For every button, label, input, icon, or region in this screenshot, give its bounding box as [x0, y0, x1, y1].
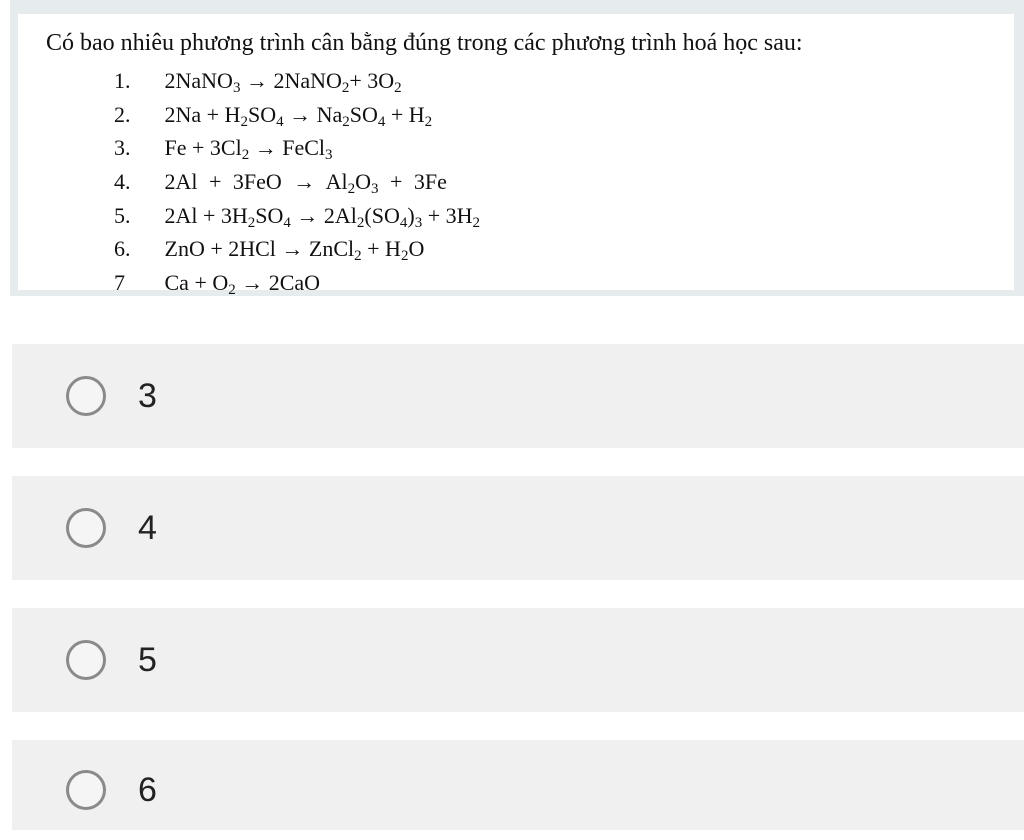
radio-button-icon[interactable]: [66, 376, 106, 416]
equation-1: [114, 64, 480, 98]
equation-2: [114, 98, 480, 132]
radio-button-icon[interactable]: [66, 770, 106, 810]
answer-option-3[interactable]: [12, 608, 1024, 712]
radio-button-icon[interactable]: [66, 640, 106, 680]
question-card: [18, 14, 1014, 299]
equation-formula: $Ca + O_2 \to 2CaO$: [164, 270, 321, 299]
equation-number: 3.: [114, 135, 131, 161]
equation-number: 6.: [114, 236, 131, 262]
option-label: 6: [138, 771, 157, 809]
equation-formula: $2Al + 3FeO \to Al_2O_3 + 3Fe$: [164, 169, 447, 198]
equation-7: [114, 266, 480, 300]
equation-formula: $2Na + H_2SO_4 \to Na_2SO_4 + H_2$: [164, 101, 433, 130]
option-label: 4: [138, 509, 157, 547]
equation-number: 1.: [114, 68, 131, 93]
equation-formula: ZnO + 2HCl → ZnCl$_2$ + $H_2O$: [164, 236, 425, 265]
equation-formula: $2Al + 3H_2SO_4 \to 2Al_2(SO_4)_3 + 3H_2$: [164, 202, 480, 231]
equation-formula: $Fe + 3Cl_2$ → FeCl$_3$: [164, 135, 333, 164]
option-label: 3: [138, 377, 157, 415]
equation-5: [114, 199, 480, 233]
equation-formula: 2NaNO$_3$ → 2NaNO$_2$+ $3O_2$: [164, 68, 402, 96]
answer-option-1[interactable]: [12, 344, 1024, 448]
equation-number: 5.: [114, 202, 131, 228]
equation-list: [114, 64, 480, 300]
answer-option-4[interactable]: [12, 740, 1024, 830]
radio-button-icon[interactable]: [66, 508, 106, 548]
equation-3: [114, 131, 480, 165]
answer-option-2[interactable]: [12, 476, 1024, 580]
equation-number: 7: [114, 270, 125, 296]
option-label: 5: [138, 641, 157, 679]
equation-4: [114, 165, 480, 199]
equation-number: 2.: [114, 101, 131, 127]
question-panel: [10, 0, 1024, 299]
equation-6: [114, 232, 480, 266]
question-text: Có bao nhiêu phương trình cân bằng đúng trong các phương trình hoá học sau:: [46, 30, 803, 56]
equation-number: 4.: [114, 169, 131, 195]
